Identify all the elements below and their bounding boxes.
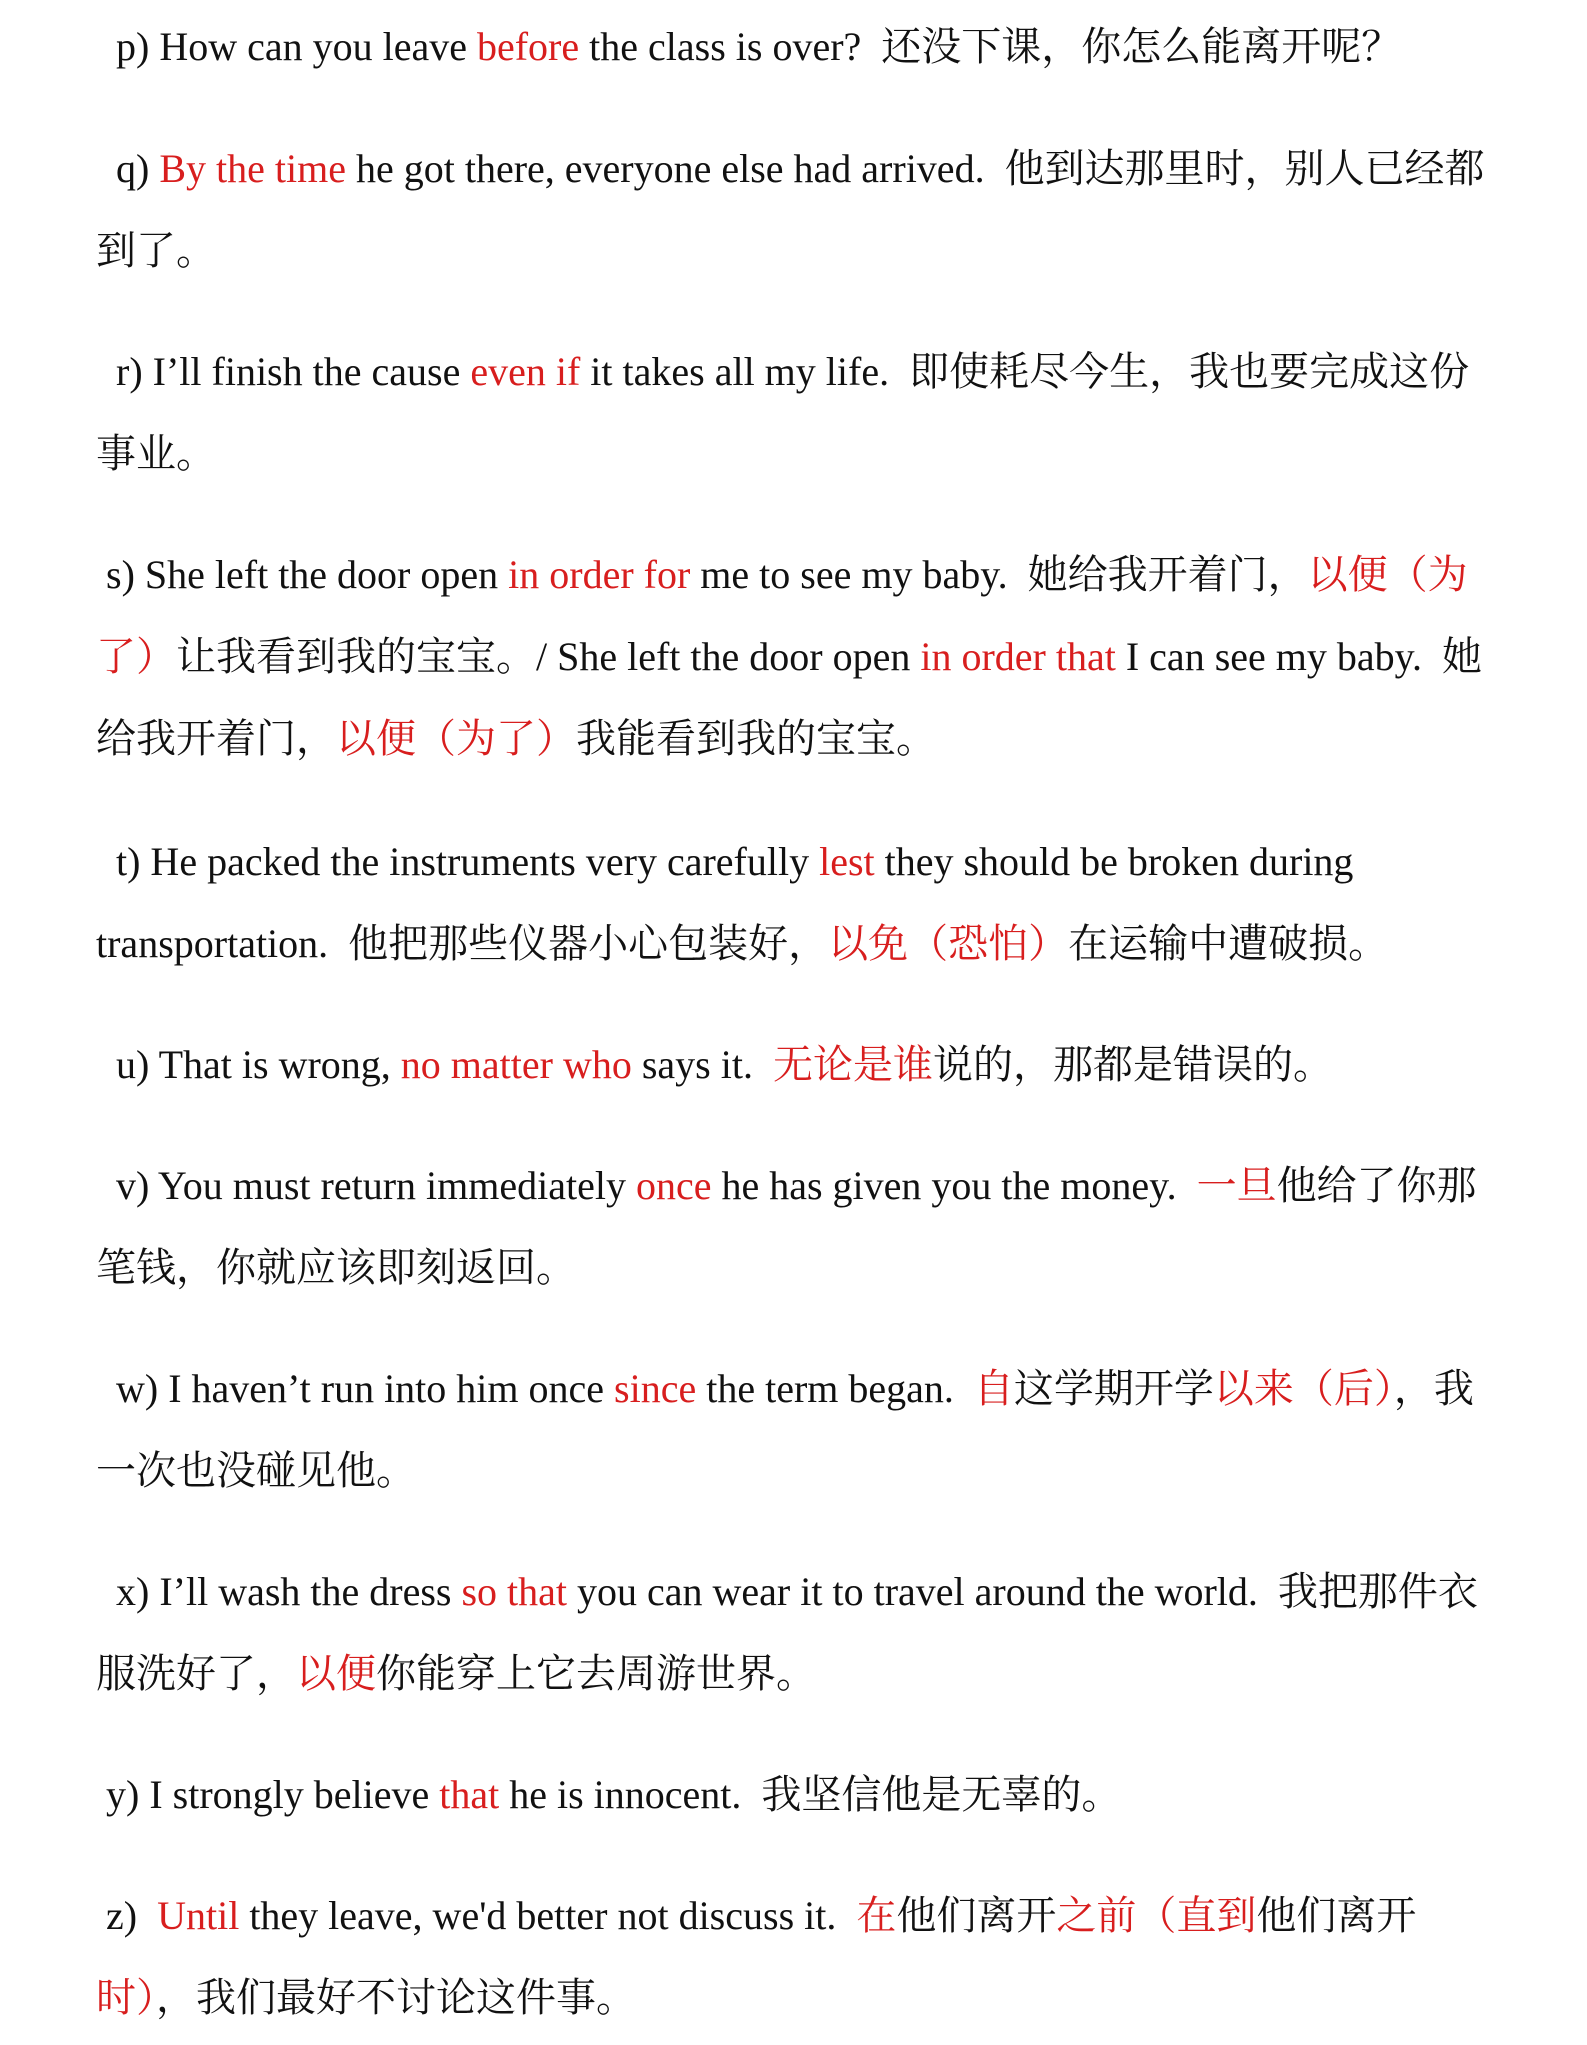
entry-u-highlight-segment: 无论是谁 xyxy=(772,1042,933,1087)
entry-w-text-segment: 这学期开学 xyxy=(1013,1366,1214,1411)
entry-s-highlight-segment: in order for xyxy=(508,552,691,597)
entry-p xyxy=(96,6,1496,88)
entry-u-text-segment: u) That is wrong, xyxy=(116,1042,401,1087)
entry-t-highlight-segment: lest xyxy=(819,839,875,884)
entry-x-highlight-segment: 以便 xyxy=(296,1651,376,1696)
entry-r xyxy=(96,331,1496,495)
entry-u-highlight-segment: no matter who xyxy=(400,1042,632,1087)
entry-s-text-segment: I can see my baby. 她给我开着门， xyxy=(96,634,1483,761)
entry-s-text-segment: me to see my baby. 她给我开着门， xyxy=(690,552,1308,597)
entry-p-text-segment: p) How can you leave xyxy=(116,24,477,69)
entry-w-highlight-segment: since xyxy=(614,1366,697,1411)
entry-s-text-segment: 让我看到我的宝宝。/ She left the door open xyxy=(176,634,921,679)
entry-r-highlight-segment: even if xyxy=(470,349,581,394)
entry-t-text-segment: 在运输中遭破损。 xyxy=(1068,921,1389,966)
entry-y-text-segment: he is innocent. 我坚信他是无辜的。 xyxy=(499,1772,1122,1817)
entry-q-highlight-segment: By the time xyxy=(159,146,346,191)
entry-v-highlight-segment: once xyxy=(635,1163,712,1208)
entry-v-text-segment: he has given you the money. xyxy=(711,1163,1197,1208)
entry-q-text-segment: q) xyxy=(116,146,160,191)
entry-w-text-segment: the term began. xyxy=(696,1366,974,1411)
entry-s-text-segment: s) She left the door open xyxy=(106,552,509,597)
entry-z-text-segment: 他们离开 xyxy=(1256,1893,1417,1938)
entry-x-text-segment: x) I’ll wash the dress xyxy=(116,1569,462,1614)
entry-w-text-segment: w) I haven’t run into him once xyxy=(116,1366,615,1411)
entry-x-text-segment: 你能穿上它去周游世界。 xyxy=(376,1651,816,1696)
entry-t-text-segment: they should be broken during transportation. 他把那些仪器小心包装好， xyxy=(96,839,1364,966)
entry-p-highlight-segment: before xyxy=(476,24,580,69)
entry-u xyxy=(96,1024,1496,1106)
entry-s-highlight-segment: in order that xyxy=(920,634,1116,679)
entry-z-text-segment: 他们离开 xyxy=(896,1893,1057,1938)
entry-z-highlight-segment: 在 xyxy=(856,1893,897,1938)
entry-z xyxy=(96,1875,1496,2039)
entry-t xyxy=(96,821,1496,985)
entry-w-highlight-segment: 自 xyxy=(973,1366,1014,1411)
entry-t-highlight-segment: 以免（恐怕） xyxy=(828,921,1069,966)
entry-x-highlight-segment: so that xyxy=(461,1569,568,1614)
entry-r-text-segment: r) I’ll finish the cause xyxy=(116,349,471,394)
entry-z-highlight-segment: 时） xyxy=(96,1975,156,2020)
entry-q-text-segment: he got there, everyone else had arrived. 他到达那里时，别人已经都到了。 xyxy=(96,146,1485,273)
entry-s xyxy=(96,534,1496,780)
entry-y-highlight-segment: that xyxy=(439,1772,500,1817)
entry-p-text-segment: the class is over? 还没下课，你怎么能离开呢？ xyxy=(579,24,1402,69)
entry-w-highlight-segment: 以来（后） xyxy=(1213,1366,1394,1411)
entry-s-highlight-segment: 以便（为了） xyxy=(336,716,576,761)
entry-u-text-segment: 说的，那都是错误的。 xyxy=(932,1042,1333,1087)
entry-x xyxy=(96,1551,1496,1715)
entry-v-highlight-segment: 一旦 xyxy=(1196,1163,1277,1208)
entry-s-highlight-segment: 以便（为了） xyxy=(96,552,1468,679)
entry-y-text-segment: y) I strongly believe xyxy=(106,1772,440,1817)
entry-q xyxy=(96,128,1496,292)
entry-u-text-segment: says it. xyxy=(631,1042,773,1087)
entry-w-text-segment: ，我一次也没碰见他。 xyxy=(96,1366,1474,1493)
entry-s-text-segment: 我能看到我的宝宝。 xyxy=(576,716,936,761)
entry-z-text-segment: z) xyxy=(106,1893,158,1938)
entry-z-text-segment: ，我们最好不讨论这件事。 xyxy=(156,1975,636,2020)
entry-w xyxy=(96,1348,1496,1512)
entry-t-text-segment: t) He packed the instruments very carefully xyxy=(116,839,820,884)
entry-v-text-segment: 他给了你那笔钱，你就应该即刻返回。 xyxy=(96,1163,1477,1290)
entry-v-text-segment: v) You must return immediately xyxy=(116,1163,636,1208)
entry-z-highlight-segment: Until xyxy=(157,1893,240,1938)
entry-x-text-segment: you can wear it to travel around the world. 我把那件衣服洗好了， xyxy=(96,1569,1478,1696)
entry-z-highlight-segment: 之前（直到 xyxy=(1056,1893,1257,1938)
entry-r-text-segment: it takes all my life. 即使耗尽今生，我也要完成这份事业。 xyxy=(96,349,1470,476)
entry-z-text-segment: they leave, we'd better not discuss it. xyxy=(239,1893,857,1938)
entry-y xyxy=(96,1754,1496,1836)
entry-v xyxy=(96,1145,1496,1309)
